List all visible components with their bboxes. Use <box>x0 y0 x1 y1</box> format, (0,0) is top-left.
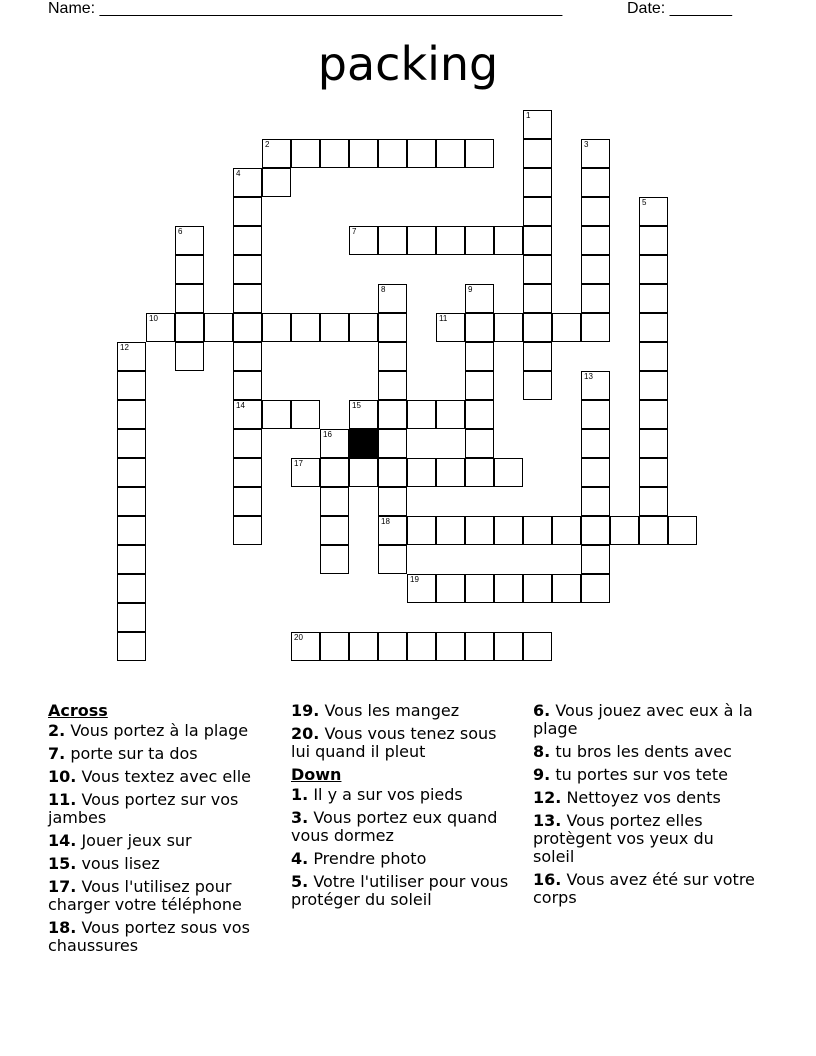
date-field-label: Date: _______ <box>627 0 732 17</box>
clue-down-12 <box>533 789 758 807</box>
crossword-cell[interactable] <box>436 574 465 603</box>
crossword-cell[interactable] <box>523 197 552 226</box>
clue-text: Vous avez été sur votre corps <box>533 870 755 907</box>
clue-number: 18. <box>48 918 77 937</box>
crossword-cell[interactable] <box>668 516 697 545</box>
crossword-cell[interactable] <box>175 342 204 371</box>
crossword-cell[interactable] <box>349 226 378 255</box>
crossword-cell[interactable] <box>233 168 262 197</box>
crossword-cell[interactable] <box>320 516 349 545</box>
clue-text: Vous les mangez <box>324 701 460 720</box>
crossword-cell[interactable] <box>436 139 465 168</box>
clue-down-8 <box>533 743 758 761</box>
crossword-cell[interactable] <box>117 516 146 545</box>
crossword-cell[interactable] <box>465 313 494 342</box>
crossword-cell[interactable] <box>204 313 233 342</box>
crossword-black-cell <box>349 429 378 458</box>
clue-down-16 <box>533 871 758 907</box>
crossword-cell[interactable] <box>349 400 378 429</box>
crossword-cell[interactable] <box>117 371 146 400</box>
crossword-cell[interactable] <box>233 458 262 487</box>
crossword-cell[interactable] <box>581 226 610 255</box>
crossword-cell[interactable] <box>465 226 494 255</box>
crossword-cell[interactable] <box>175 255 204 284</box>
crossword-cell[interactable] <box>552 574 581 603</box>
crossword-cell[interactable] <box>378 139 407 168</box>
clue-number-label: 11 <box>439 314 448 323</box>
clue-number: 16. <box>533 870 562 889</box>
crossword-cell[interactable] <box>465 574 494 603</box>
crossword-cell[interactable] <box>494 458 523 487</box>
crossword-cell[interactable] <box>581 168 610 197</box>
clue-across-18 <box>48 919 273 955</box>
crossword-cell[interactable] <box>639 371 668 400</box>
crossword-cell[interactable] <box>639 429 668 458</box>
crossword-cell[interactable] <box>117 545 146 574</box>
crossword-cell[interactable] <box>639 255 668 284</box>
clue-across-19 <box>291 702 516 720</box>
page-title: packing <box>317 37 499 91</box>
clue-number-label: 13 <box>584 372 593 381</box>
crossword-cell[interactable] <box>639 313 668 342</box>
clue-column-1 <box>48 702 273 960</box>
clue-text: tu portes sur vos tete <box>555 765 728 784</box>
crossword-cell[interactable] <box>233 400 262 429</box>
clue-column-2 <box>291 702 516 914</box>
crossword-cell[interactable] <box>523 516 552 545</box>
crossword-cell[interactable] <box>407 400 436 429</box>
crossword-cell[interactable] <box>320 139 349 168</box>
clue-number: 9. <box>533 765 551 784</box>
clue-text: Prendre photo <box>313 849 427 868</box>
clue-number: 13. <box>533 811 562 830</box>
clue-number-label: 1 <box>526 111 531 120</box>
clue-number: 14. <box>48 831 77 850</box>
crossword-cell[interactable] <box>349 139 378 168</box>
clue-number: 5. <box>291 872 309 891</box>
crossword-cell[interactable] <box>581 400 610 429</box>
crossword-cell[interactable] <box>349 313 378 342</box>
crossword-cell[interactable] <box>523 371 552 400</box>
crossword-cell[interactable] <box>233 516 262 545</box>
crossword-cell[interactable] <box>262 313 291 342</box>
crossword-cell[interactable] <box>581 255 610 284</box>
crossword-cell[interactable] <box>494 226 523 255</box>
crossword-cell[interactable] <box>378 458 407 487</box>
clue-number-label: 7 <box>352 227 357 236</box>
crossword-cell[interactable] <box>581 487 610 516</box>
crossword-cell[interactable] <box>581 284 610 313</box>
crossword-cell[interactable] <box>378 400 407 429</box>
crossword-cell[interactable] <box>494 574 523 603</box>
crossword-cell[interactable] <box>233 371 262 400</box>
crossword-cell[interactable] <box>494 313 523 342</box>
crossword-cell[interactable] <box>523 255 552 284</box>
crossword-cell[interactable] <box>436 313 465 342</box>
clue-number-label: 4 <box>236 169 241 178</box>
crossword-cell[interactable] <box>523 226 552 255</box>
clue-number-label: 6 <box>178 227 183 236</box>
crossword-cell[interactable] <box>494 516 523 545</box>
crossword-cell[interactable] <box>117 487 146 516</box>
crossword-cell[interactable] <box>291 313 320 342</box>
crossword-cell[interactable] <box>291 458 320 487</box>
clue-number-label: 20 <box>294 633 303 642</box>
crossword-cell[interactable] <box>175 313 204 342</box>
crossword-cell[interactable] <box>262 400 291 429</box>
across-heading: Across <box>48 701 108 720</box>
crossword-cell[interactable] <box>175 284 204 313</box>
crossword-cell[interactable] <box>639 342 668 371</box>
crossword-cell[interactable] <box>117 400 146 429</box>
clue-text: Vous portez à la plage <box>70 721 249 740</box>
crossword-cell[interactable] <box>320 458 349 487</box>
crossword-cell[interactable] <box>233 255 262 284</box>
crossword-cell[interactable] <box>581 516 610 545</box>
crossword-cell[interactable] <box>523 632 552 661</box>
crossword-cell[interactable] <box>610 516 639 545</box>
clue-number-label: 14 <box>236 401 245 410</box>
crossword-cell[interactable] <box>291 139 320 168</box>
crossword-cell[interactable] <box>262 168 291 197</box>
clue-across-11 <box>48 791 273 827</box>
crossword-cell[interactable] <box>407 458 436 487</box>
crossword-cell[interactable] <box>494 632 523 661</box>
clue-number-label: 8 <box>381 285 386 294</box>
crossword-cell[interactable] <box>436 632 465 661</box>
clue-number-label: 10 <box>149 314 158 323</box>
crossword-cell[interactable] <box>581 313 610 342</box>
crossword-cell[interactable] <box>378 632 407 661</box>
crossword-cell[interactable] <box>117 458 146 487</box>
clue-down-3 <box>291 809 516 845</box>
clue-text: Vous portez eux quand vous dormez <box>291 808 498 845</box>
clue-down-9 <box>533 766 758 784</box>
clue-number: 3. <box>291 808 309 827</box>
clue-number-label: 17 <box>294 459 303 468</box>
crossword-cell[interactable] <box>523 342 552 371</box>
clue-text: Il y a sur vos pieds <box>313 785 463 804</box>
clue-number-label: 18 <box>381 517 390 526</box>
clue-text: Vous portez sur vos jambes <box>48 790 239 827</box>
crossword-cell[interactable] <box>436 516 465 545</box>
crossword-cell[interactable] <box>552 516 581 545</box>
clue-number: 7. <box>48 744 66 763</box>
crossword-cell[interactable] <box>407 516 436 545</box>
crossword-cell[interactable] <box>523 139 552 168</box>
clue-number: 20. <box>291 724 320 743</box>
crossword-cell[interactable] <box>581 197 610 226</box>
clue-number-label: 5 <box>642 198 647 207</box>
crossword-cell[interactable] <box>378 371 407 400</box>
clue-across-10 <box>48 768 273 786</box>
clue-number-label: 12 <box>120 343 129 352</box>
crossword-cell[interactable] <box>291 632 320 661</box>
crossword-cell[interactable] <box>233 313 262 342</box>
clue-number: 15. <box>48 854 77 873</box>
clue-down-1 <box>291 786 516 804</box>
clue-number: 8. <box>533 742 551 761</box>
crossword-cell[interactable] <box>639 458 668 487</box>
clue-across-15 <box>48 855 273 873</box>
clue-text: Votre l'utiliser pour vous protéger du soleil <box>291 872 509 909</box>
clue-number-label: 15 <box>352 401 361 410</box>
crossword-cell[interactable] <box>233 342 262 371</box>
clue-across-2 <box>48 722 273 740</box>
crossword-cell[interactable] <box>378 226 407 255</box>
crossword-cell[interactable] <box>233 429 262 458</box>
crossword-cell[interactable] <box>523 110 552 139</box>
crossword-cell[interactable] <box>639 197 668 226</box>
crossword-cell[interactable] <box>581 429 610 458</box>
clue-down-6 <box>533 702 758 738</box>
crossword-cell[interactable] <box>523 168 552 197</box>
crossword-cell[interactable] <box>581 139 610 168</box>
crossword-cell[interactable] <box>465 632 494 661</box>
clue-text: Vous vous tenez sous lui quand il pleut <box>291 724 497 761</box>
clue-number-label: 16 <box>323 430 332 439</box>
crossword-cell[interactable] <box>523 313 552 342</box>
clue-down-4 <box>291 850 516 868</box>
clue-across-17 <box>48 878 273 914</box>
clue-text: Vous textez avec elle <box>81 767 251 786</box>
crossword-cell[interactable] <box>146 313 175 342</box>
crossword-cell[interactable] <box>465 400 494 429</box>
crossword-cell[interactable] <box>378 342 407 371</box>
crossword-cell[interactable] <box>233 197 262 226</box>
down-heading: Down <box>291 765 342 784</box>
clue-text: Vous portez sous vos chaussures <box>48 918 250 955</box>
crossword-cell[interactable] <box>320 429 349 458</box>
crossword-cell[interactable] <box>523 284 552 313</box>
crossword-cell[interactable] <box>465 429 494 458</box>
crossword-cell[interactable] <box>117 429 146 458</box>
crossword-cell[interactable] <box>320 632 349 661</box>
clue-number: 6. <box>533 701 551 720</box>
crossword-cell[interactable] <box>639 400 668 429</box>
clue-number: 10. <box>48 767 77 786</box>
clue-number: 1. <box>291 785 309 804</box>
crossword-cell[interactable] <box>378 516 407 545</box>
name-field-label: Name: ____________________________________________________ <box>48 0 563 17</box>
crossword-cell[interactable] <box>581 458 610 487</box>
crossword-cell[interactable] <box>407 226 436 255</box>
clue-text: tu bros les dents avec <box>555 742 732 761</box>
clue-number: 19. <box>291 701 320 720</box>
crossword-cell[interactable] <box>291 400 320 429</box>
crossword-cell[interactable] <box>349 458 378 487</box>
clue-number-label: 9 <box>468 285 473 294</box>
crossword-cell[interactable] <box>233 284 262 313</box>
clue-number: 2. <box>48 721 66 740</box>
crossword-cell[interactable] <box>407 632 436 661</box>
crossword-cell[interactable] <box>407 574 436 603</box>
clue-across-7 <box>48 745 273 763</box>
crossword-cell[interactable] <box>320 545 349 574</box>
crossword-cell[interactable] <box>378 487 407 516</box>
clue-number: 11. <box>48 790 77 809</box>
crossword-cell[interactable] <box>639 487 668 516</box>
crossword-cell[interactable] <box>436 226 465 255</box>
clue-text: Jouer jeux sur <box>81 831 192 850</box>
crossword-cell[interactable] <box>233 487 262 516</box>
crossword-cell[interactable] <box>523 574 552 603</box>
crossword-cell[interactable] <box>407 139 436 168</box>
clue-text: vous lisez <box>81 854 160 873</box>
crossword-cell[interactable] <box>117 342 146 371</box>
crossword-cell[interactable] <box>175 226 204 255</box>
crossword-cell[interactable] <box>465 342 494 371</box>
crossword-cell[interactable] <box>581 545 610 574</box>
crossword-cell[interactable] <box>465 284 494 313</box>
crossword-cell[interactable] <box>320 487 349 516</box>
crossword-cell[interactable] <box>465 458 494 487</box>
clue-text: Nettoyez vos dents <box>566 788 721 807</box>
crossword-cell[interactable] <box>117 632 146 661</box>
crossword-cell[interactable] <box>262 139 291 168</box>
crossword-cell[interactable] <box>436 458 465 487</box>
crossword-cell[interactable] <box>320 313 349 342</box>
crossword-cell[interactable] <box>552 313 581 342</box>
clue-number-label: 2 <box>265 140 270 149</box>
clue-number-label: 3 <box>584 140 589 149</box>
crossword-cell[interactable] <box>639 284 668 313</box>
clue-across-14 <box>48 832 273 850</box>
clue-across-20 <box>291 725 516 761</box>
crossword-cell[interactable] <box>233 226 262 255</box>
clue-down-5 <box>291 873 516 909</box>
clue-text: Vous jouez avec eux à la plage <box>533 701 753 738</box>
clue-text: porte sur ta dos <box>70 744 198 763</box>
crossword-cell[interactable] <box>378 545 407 574</box>
clue-text: Vous portez elles protègent vos yeux du soleil <box>533 811 714 866</box>
crossword-cell[interactable] <box>378 313 407 342</box>
crossword-cell[interactable] <box>378 284 407 313</box>
clue-text: Vous l'utilisez pour charger votre téléphone <box>48 877 242 914</box>
crossword-cell[interactable] <box>639 516 668 545</box>
clue-number: 4. <box>291 849 309 868</box>
crossword-cell[interactable] <box>639 226 668 255</box>
crossword-cell[interactable] <box>465 139 494 168</box>
crossword-cell[interactable] <box>436 400 465 429</box>
crossword-cell[interactable] <box>465 371 494 400</box>
crossword-cell[interactable] <box>117 574 146 603</box>
clue-number: 17. <box>48 877 77 896</box>
crossword-cell[interactable] <box>117 603 146 632</box>
clue-down-13 <box>533 812 758 866</box>
crossword-cell[interactable] <box>378 429 407 458</box>
crossword-cell[interactable] <box>349 632 378 661</box>
clue-column-3 <box>533 702 758 912</box>
crossword-cell[interactable] <box>581 574 610 603</box>
crossword-cell[interactable] <box>465 516 494 545</box>
crossword-cell[interactable] <box>581 371 610 400</box>
clue-number-label: 19 <box>410 575 419 584</box>
clue-number: 12. <box>533 788 562 807</box>
